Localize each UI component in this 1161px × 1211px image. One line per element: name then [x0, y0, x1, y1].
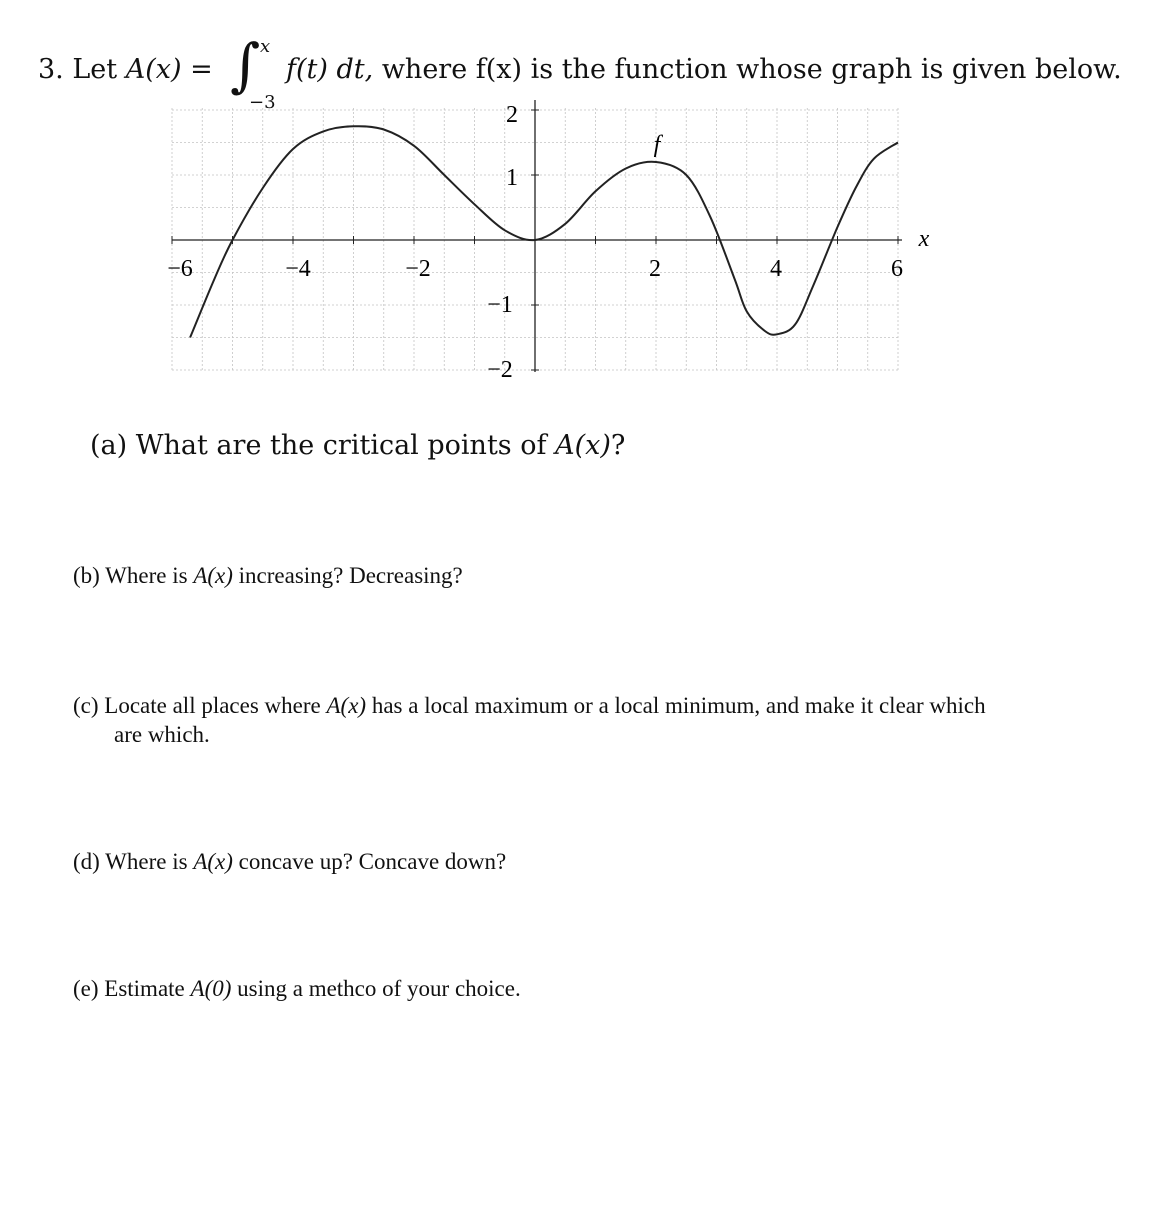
part-d	[73, 849, 506, 875]
x-tick-label: −6	[167, 256, 193, 282]
part-d-text: Where is	[105, 849, 194, 874]
part-d-label: (d)	[73, 849, 100, 874]
integral-sign: ∫	[230, 31, 261, 99]
part-b-end: increasing? Decreasing?	[232, 563, 463, 588]
x-tick-label: 6	[891, 256, 903, 282]
part-c-line-1	[73, 691, 986, 720]
y-tick-label: 1	[506, 165, 518, 191]
y-tick-label: −1	[487, 292, 513, 318]
x-tick-label: −2	[405, 256, 431, 282]
x-tick-label: −4	[285, 256, 311, 282]
part-c-text: Locate all places where	[104, 693, 327, 718]
x-tick-label: 2	[649, 256, 661, 282]
part-d-end: concave up? Concave down?	[232, 849, 507, 874]
part-e-end: using a methco of your choice.	[231, 976, 521, 1001]
part-c	[73, 691, 986, 749]
part-a-function: A(x)	[555, 430, 611, 461]
part-d-function: A(x)	[193, 849, 233, 874]
part-b-function: A(x)	[193, 563, 233, 588]
part-e-function: A(0)	[190, 976, 232, 1001]
part-a-end: ?	[610, 430, 626, 461]
part-e-text: Estimate	[104, 976, 191, 1001]
x-axis-label: x	[918, 226, 930, 252]
part-e	[73, 976, 521, 1002]
question-let: Let	[72, 54, 118, 85]
curve-label: f	[653, 132, 661, 158]
function-graph	[0, 0, 1161, 400]
curve-f	[190, 126, 898, 337]
part-a	[90, 430, 625, 461]
question-statement-rest: where f(x) is the function whose graph is given below.	[381, 54, 1122, 85]
integrand: f(t) dt,	[286, 54, 374, 85]
area-function-name: A(x) =	[125, 54, 213, 85]
y-tick-label: −2	[487, 357, 513, 383]
integral-lower-limit: −3	[249, 92, 276, 113]
part-e-label: (e)	[73, 976, 99, 1001]
graph-axes	[172, 100, 902, 372]
y-tick-label: 2	[506, 102, 518, 128]
part-a-label: (a)	[90, 430, 128, 461]
part-b	[73, 563, 463, 589]
part-c-end: has a local maximum or a local minimum, and make it clear which	[366, 693, 986, 718]
part-b-text: Where is	[105, 563, 194, 588]
part-c-function: A(x)	[326, 693, 367, 718]
part-b-label: (b)	[73, 563, 100, 588]
part-c-line-2: are which.	[114, 722, 210, 747]
integral-upper-limit: x	[260, 36, 271, 57]
x-tick-label: 4	[770, 256, 782, 282]
question-number: 3.	[38, 54, 64, 85]
part-c-label: (c)	[73, 693, 99, 718]
part-a-text: What are the critical points of	[135, 430, 556, 461]
